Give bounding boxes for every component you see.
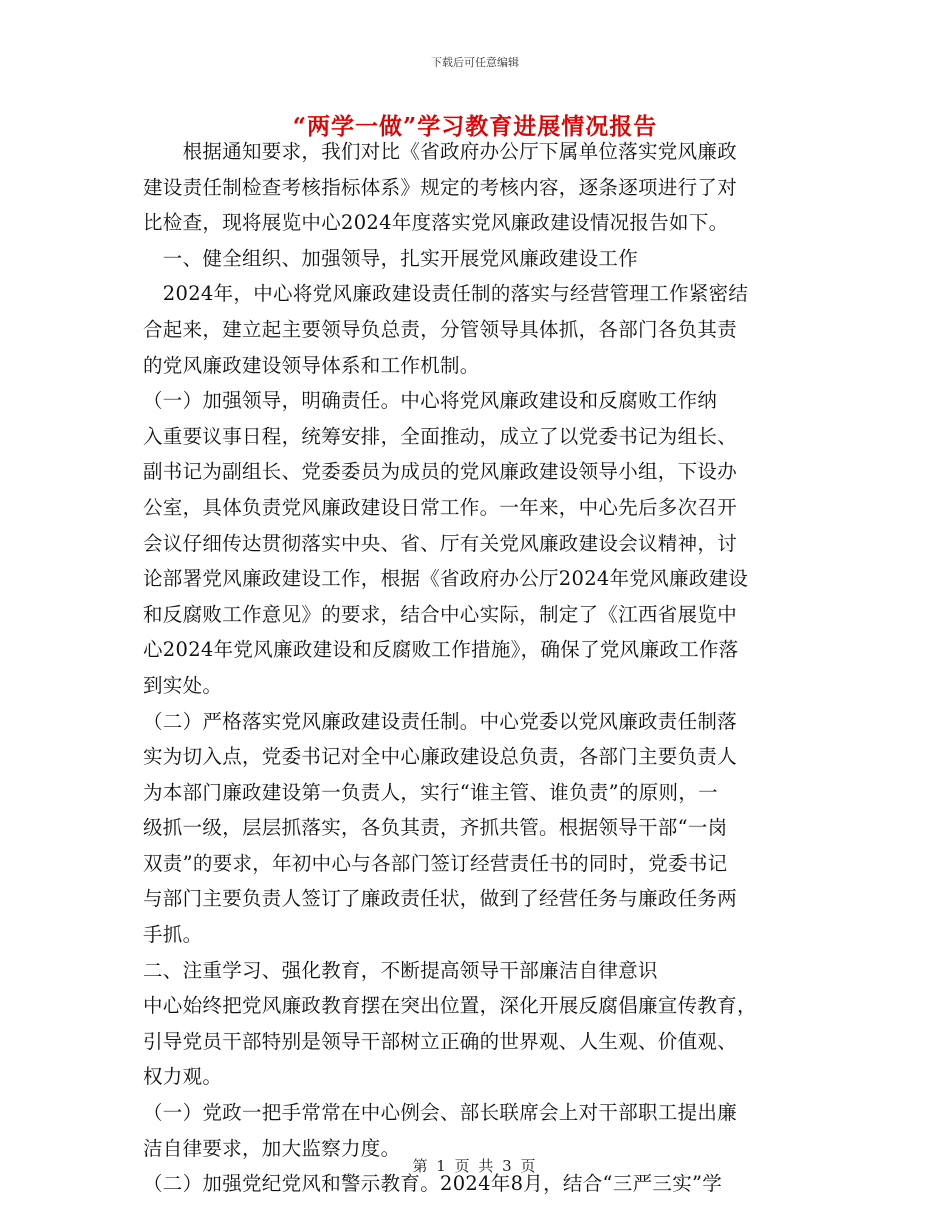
body-line: 心2024年党风廉政建设和反腐败工作措施》，确保了党风廉政工作落 — [143, 638, 739, 662]
body-line: （二）加强党纪党风和警示教育。2024年8月，结合“三严三实”学 — [143, 1172, 723, 1196]
body-line: 与部门主要负责人签订了廉政责任状，做到了经营任务与廉政任务两 — [143, 887, 738, 911]
body-line: 论部署党风廉政建设工作，根据《省政府办公厅2024年党风廉政建设 — [143, 567, 749, 591]
body-line: 洁自律要求，加大监察力度。 — [143, 1136, 401, 1160]
body-line: 建设责任制检查考核指标体系》规定的考核内容，逐条逐项进行了对 — [143, 175, 738, 199]
body-line: 会议仔细传达贯彻落实中央、省、厅有关党风廉政建设会议精神，讨 — [143, 531, 738, 555]
body-line: 公室，具体负责党风廉政建设日常工作。一年来，中心先后多次召开 — [143, 495, 738, 519]
body-line: 副书记为副组长、党委委员为成员的党风廉政建设领导小组，下设办 — [143, 460, 738, 484]
body-line: 为本部门廉政建设第一负责人，实行“谁主管、谁负责”的原则，一 — [143, 780, 718, 804]
body-line: （二）严格落实党风廉政建设责任制。中心党委以党风廉政责任制落 — [143, 709, 738, 733]
document-body — [143, 134, 811, 1202]
body-line: 根据通知要求，我们对比《省政府办公厅下属单位落实党风廉政 — [143, 140, 738, 163]
body-line: 手抓。 — [143, 923, 203, 947]
body-line: 到实处。 — [143, 673, 223, 697]
body-line: 双责”的要求，年初中心与各部门签订经营责任书的同时，党委书记 — [143, 851, 728, 875]
body-line: （一）加强领导，明确责任。中心将党风廉政建设和反腐败工作纳 — [143, 389, 718, 413]
body-line: 引导党员干部特别是领导干部树立正确的世界观、人生观、价值观、 — [143, 1029, 738, 1053]
body-line: 级抓一级，层层抓落实，各负其责，齐抓共管。根据领导干部“一岗 — [143, 816, 728, 840]
page-number: 第 1 页 共 3 页 — [412, 1157, 538, 1175]
section-heading-2: 二、注重学习、强化教育，不断提高领导干部廉洁自律意识 — [143, 958, 658, 982]
body-line: 中心始终把党风廉政教育摆在突出位置，深化开展反腐倡廉宣传教育， — [143, 994, 757, 1018]
body-line: 比检查，现将展览中心2024年度落实党风廉政建设情况报告如下。 — [143, 211, 729, 235]
body-line: 的党风廉政建设领导体系和工作机制。 — [143, 353, 480, 377]
body-line: 和反腐败工作意见》的要求，结合中心实际，制定了《江西省展览中 — [143, 602, 738, 626]
body-line: 实为切入点，党委书记对全中心廉政建设总负责，各部门主要负责人 — [143, 745, 738, 769]
body-line: 入重要议事日程，统筹安排，全面推动，成立了以党委书记为组长、 — [143, 424, 738, 448]
page-header-note: 下载后可任意编辑 — [431, 56, 519, 69]
body-line: 2024年，中心将党风廉政建设责任制的落实与经营管理工作紧密结 — [143, 282, 749, 306]
body-line: 合起来，建立起主要领导负总责，分管领导具体抓，各部门各负其责 — [143, 317, 738, 341]
body-line: 权力观。 — [143, 1065, 223, 1089]
section-heading-1: 一、健全组织、加强领导，扎实开展党风廉政建设工作 — [143, 246, 639, 270]
document-title: “两学一做”学习教育进展情况报告 — [292, 113, 658, 140]
body-line: （一）党政一把手常常在中心例会、部长联席会上对干部职工提出廉 — [143, 1101, 738, 1125]
